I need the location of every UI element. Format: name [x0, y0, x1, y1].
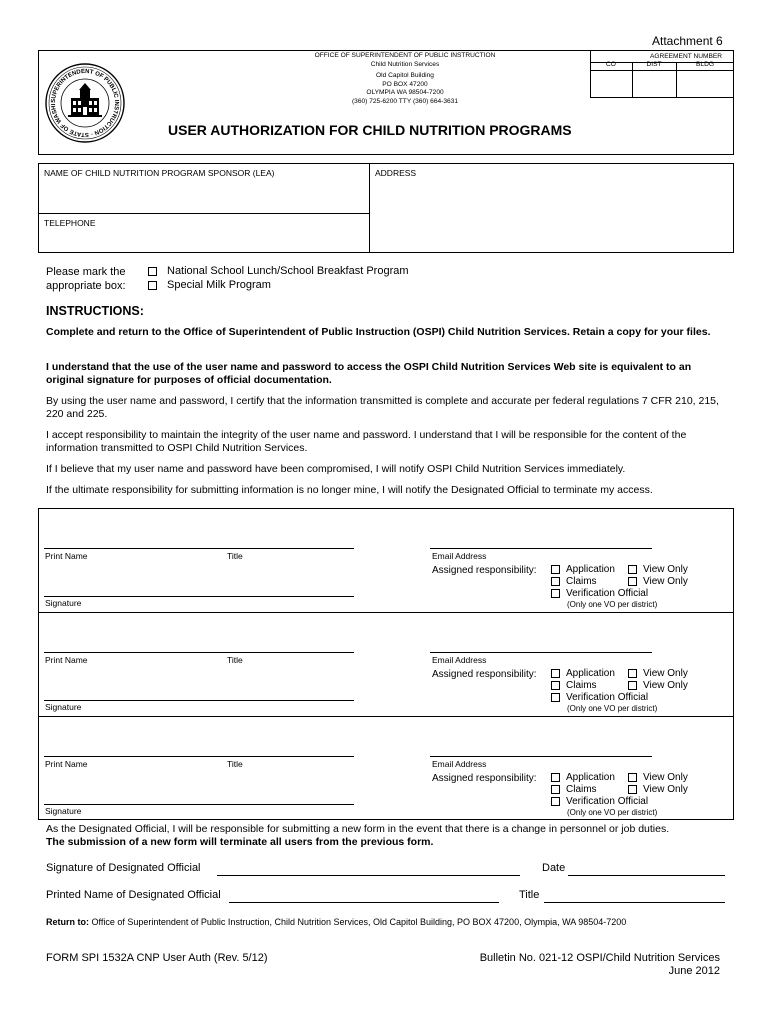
vo-note: (Only one VO per district) — [567, 600, 658, 609]
claims-label: Claims — [566, 576, 597, 587]
verification-option[interactable] — [551, 588, 648, 599]
application-label: Application — [566, 564, 615, 575]
application-view-only-option[interactable] — [628, 668, 688, 679]
office-division: Child Nutrition Services — [370, 60, 440, 68]
title-label: Title — [227, 551, 243, 561]
checkbox[interactable] — [551, 693, 560, 702]
assigned-label: Assigned responsibility: — [432, 565, 537, 576]
user-block — [38, 716, 734, 820]
instructions-p1: Complete and return to the Office of Superintendent of Public Instruction (OSPI) Child Nutrition Services. Retain a copy for your files. — [46, 326, 711, 338]
office-name: OFFICE OF SUPERINTENDENT OF PUBLIC INSTRUCTION — [314, 52, 496, 59]
checkbox[interactable] — [628, 773, 637, 782]
signature-field[interactable] — [44, 684, 354, 700]
designated-title-label: Title — [519, 889, 540, 901]
user-block — [38, 508, 734, 612]
checkbox[interactable] — [628, 669, 637, 678]
office-city: OLYMPIA WA 98504-7200 — [366, 89, 444, 97]
sponsor-name-field[interactable] — [44, 178, 366, 210]
verification-option[interactable] — [551, 796, 648, 807]
email-field[interactable] — [430, 740, 652, 756]
claims-view-only-option[interactable] — [628, 680, 688, 691]
signature-field[interactable] — [44, 580, 354, 596]
signature-label: Signature — [45, 806, 82, 816]
view-only-label: View Only — [643, 564, 688, 575]
view-only-label: View Only — [643, 772, 688, 783]
return-to-label: Return to: — [46, 917, 89, 927]
vo-note: (Only one VO per district) — [567, 704, 658, 713]
designated-signature-label: Signature of Designated Official — [46, 862, 201, 874]
designated-name-label: Printed Name of Designated Official — [46, 889, 221, 901]
title-label: Title — [227, 655, 243, 665]
program-option-lunch[interactable] — [148, 265, 409, 277]
designated-statement: As the Designated Official, I will be responsible for submitting a new form in the event that there is a change in personnel or job duties. — [46, 823, 670, 835]
checkbox[interactable] — [551, 565, 560, 574]
claims-option[interactable] — [551, 576, 597, 587]
application-view-only-option[interactable] — [628, 772, 688, 783]
vo-note: (Only one VO per district) — [567, 808, 658, 817]
signature-label: Signature — [45, 702, 82, 712]
bulletin-date: June 2012 — [668, 965, 720, 977]
checkbox[interactable] — [628, 565, 637, 574]
checkbox[interactable] — [628, 681, 637, 690]
program-option-milk[interactable] — [148, 279, 271, 291]
instructions-p5: If I believe that my user name and password have been compromised, I will notify OSPI Child Nutrition Services immediately. — [46, 463, 626, 475]
agreement-bldg-label: BLDG — [696, 61, 714, 68]
verification-option[interactable] — [551, 692, 648, 703]
print-name-field[interactable] — [44, 740, 224, 756]
checkbox[interactable] — [628, 577, 637, 586]
sponsor-telephone-field[interactable] — [44, 228, 366, 250]
title-field[interactable] — [227, 740, 353, 756]
office-pobox: PO BOX 47200 — [382, 80, 428, 88]
application-option[interactable] — [551, 772, 615, 783]
agreement-number-box — [590, 50, 734, 98]
email-label: Email Address — [432, 759, 487, 769]
return-to-address: Office of Superintendent of Public Instruction, Child Nutrition Services, Old Capitol Building, PO BOX 47200, Olympia, WA 98504-7200 — [91, 917, 627, 927]
email-label: Email Address — [432, 551, 487, 561]
instructions-p6: If the ultimate responsibility for submitting information is no longer mine, I will notify the Designated Official to terminate my access. — [46, 484, 653, 496]
print-name-label: Print Name — [45, 655, 88, 665]
print-name-label: Print Name — [45, 551, 88, 561]
assigned-label: Assigned responsibility: — [432, 773, 537, 784]
program-option-milk-label: Special Milk Program — [167, 279, 271, 291]
checkbox[interactable] — [551, 773, 560, 782]
checkbox[interactable] — [551, 797, 560, 806]
email-field[interactable] — [430, 532, 652, 548]
form-title: USER AUTHORIZATION FOR CHILD NUTRITION PROGRAMS — [168, 122, 572, 138]
title-label: Title — [227, 759, 243, 769]
return-to — [46, 917, 626, 927]
program-prompt-line1: Please mark the — [46, 266, 126, 278]
print-name-field[interactable] — [44, 636, 224, 652]
checkbox[interactable] — [551, 785, 560, 794]
claims-view-only-option[interactable] — [628, 784, 688, 795]
instructions-p3: By using the user name and password, I certify that the information transmitted is complete and accurate per federal regulations 7 CFR 210, 215, 220 and 225. — [46, 395, 719, 420]
bulletin-number: Bulletin No. 021-12 OSPI/Child Nutrition Services — [479, 952, 720, 964]
designated-termination-notice: The submission of a new form will terminate all users from the previous form. — [46, 836, 434, 848]
claims-option[interactable] — [551, 784, 597, 795]
claims-label: Claims — [566, 680, 597, 691]
signature-field[interactable] — [44, 788, 354, 804]
view-only-label: View Only — [643, 784, 688, 795]
agreement-title: AGREEMENT NUMBER — [649, 53, 723, 60]
program-option-lunch-label: National School Lunch/School Breakfast Program — [167, 265, 409, 277]
application-option[interactable] — [551, 668, 615, 679]
application-label: Application — [566, 772, 615, 783]
sponsor-telephone-label: TELEPHONE — [44, 218, 96, 228]
ospi-seal — [44, 62, 126, 144]
verification-label: Verification Official — [566, 588, 649, 599]
assigned-label: Assigned responsibility: — [432, 669, 537, 680]
checkbox[interactable] — [551, 669, 560, 678]
application-view-only-option[interactable] — [628, 564, 688, 575]
checkbox[interactable] — [551, 589, 560, 598]
instructions-p2: I understand that the use of the user name and password to access the OSPI Child Nutrition Services Web site is equivalent to an original signature for purposes of official documentation. — [46, 361, 692, 386]
office-building: Old Capitol Building — [376, 72, 434, 80]
title-field[interactable] — [227, 532, 353, 548]
designated-title-field[interactable] — [544, 887, 725, 902]
print-name-label: Print Name — [45, 759, 88, 769]
instructions-heading: INSTRUCTIONS: — [46, 304, 144, 318]
program-prompt-line2: appropriate box: — [46, 280, 126, 292]
attachment-label: Attachment 6 — [652, 34, 723, 48]
signature-label: Signature — [45, 598, 82, 608]
designated-date-label: Date — [542, 862, 566, 874]
application-label: Application — [566, 668, 615, 679]
print-name-field[interactable] — [44, 532, 224, 548]
user-block — [38, 612, 734, 716]
sponsor-address-label: ADDRESS — [375, 168, 417, 178]
checkbox[interactable] — [628, 785, 637, 794]
verification-label: Verification Official — [566, 796, 649, 807]
sponsor-address-field[interactable] — [375, 178, 730, 250]
designated-name-field[interactable] — [229, 887, 499, 902]
email-label: Email Address — [432, 655, 487, 665]
seal-ring-text: SUPERINTENDENT OF PUBLIC INSTRUCTION · STATE OF WASHI — [50, 68, 120, 138]
view-only-label: View Only — [643, 668, 688, 679]
agreement-co-label: CO — [606, 61, 616, 68]
verification-label: Verification Official — [566, 692, 649, 703]
checkbox[interactable] — [148, 281, 157, 290]
checkbox[interactable] — [551, 577, 560, 586]
claims-view-only-option[interactable] — [628, 576, 688, 587]
title-field[interactable] — [227, 636, 353, 652]
view-only-label: View Only — [643, 576, 688, 587]
view-only-label: View Only — [643, 680, 688, 691]
checkbox[interactable] — [148, 267, 157, 276]
email-field[interactable] — [430, 636, 652, 652]
checkbox[interactable] — [551, 681, 560, 690]
designated-signature-field[interactable] — [217, 860, 520, 875]
office-phone: (360) 725-6200 TTY (360) 664-3631 — [351, 97, 459, 105]
claims-label: Claims — [566, 784, 597, 795]
sponsor-name-label: NAME OF CHILD NUTRITION PROGRAM SPONSOR (LEA) — [44, 168, 275, 178]
claims-option[interactable] — [551, 680, 597, 691]
form-id: FORM SPI 1532A CNP User Auth (Rev. 5/12) — [46, 952, 268, 964]
application-option[interactable] — [551, 564, 615, 575]
designated-date-field[interactable] — [568, 860, 725, 875]
agreement-dist-label: DIST — [646, 61, 662, 68]
instructions-p4: I accept responsibility to maintain the integrity of the user name and password. I understand that I will be responsible for the content of the information transmitted to OSPI Child Nutrition Services. — [46, 429, 687, 454]
